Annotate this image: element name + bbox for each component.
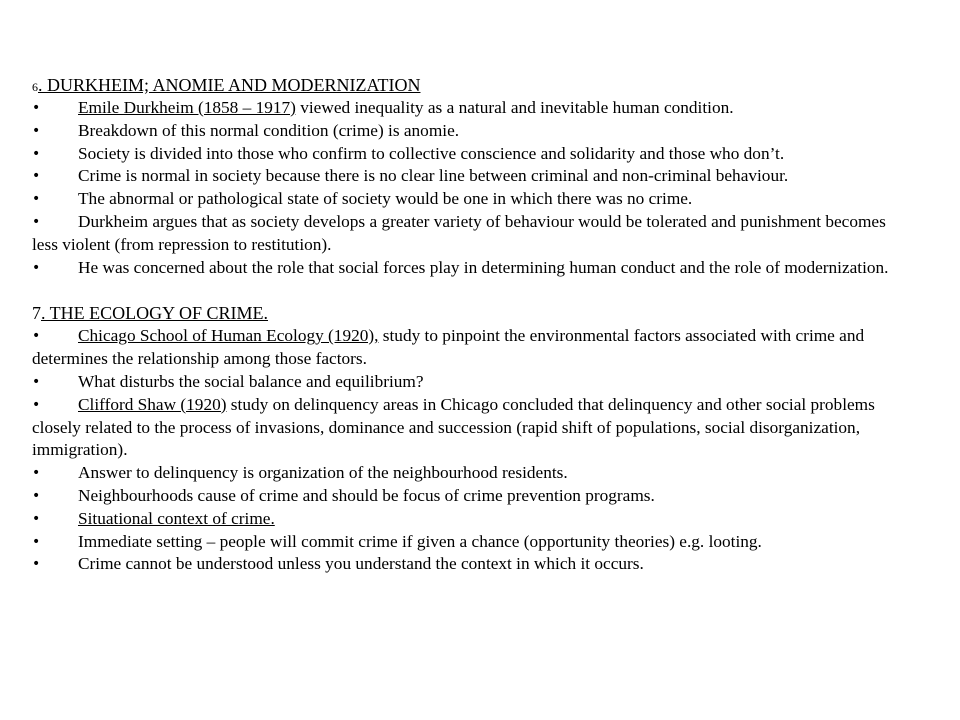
- bullet-icon: •: [32, 213, 41, 230]
- list-item: [32, 508, 912, 531]
- bullet-icon: •: [32, 510, 41, 527]
- section-heading: [32, 302, 912, 325]
- list-item: [32, 257, 912, 280]
- section-number: 7: [32, 303, 41, 324]
- bullet-icon: •: [32, 533, 41, 550]
- underlined-text: Situational context of crime.: [78, 508, 275, 528]
- bullet-icon: •: [32, 100, 41, 116]
- underlined-text: Clifford Shaw (1920): [78, 394, 227, 414]
- section-title: . THE ECOLOGY OF CRIME.: [41, 303, 269, 324]
- bullet-icon: •: [32, 168, 41, 185]
- bullet-icon: •: [32, 373, 41, 390]
- list-item: [32, 531, 912, 554]
- list-item: [32, 371, 912, 394]
- list-item: [32, 211, 912, 257]
- list-item: [32, 462, 912, 485]
- section-durkheim: [32, 74, 912, 279]
- list-item: [32, 120, 912, 143]
- list-item: [32, 143, 912, 166]
- item-text: Immediate setting – people will commit crime if given a chance (opportunity theories) e.g. looting.: [78, 531, 762, 551]
- item-text: study on delinquency areas in Chicago concluded that delinquency and other social problems closely related to the process of invasions, dominance and succession (rapid shift of populations, social disorganization, immigration).: [32, 394, 875, 460]
- list-item: [32, 553, 912, 576]
- item-text: study to pinpoint the environmental factors associated with crime and determines the relationship among those factors.: [32, 326, 865, 369]
- bullet-icon: •: [32, 487, 41, 504]
- item-text: viewed inequality as a natural and inevitable human condition.: [295, 98, 734, 117]
- item-text: Breakdown of this normal condition (crime) is anomie.: [78, 120, 460, 140]
- section-heading: [32, 74, 912, 97]
- item-text: Crime cannot be understood unless you understand the context in which it occurs.: [78, 554, 644, 574]
- item-text: Society is divided into those who confirm to collective conscience and solidarity and those who don’t.: [78, 143, 785, 163]
- list-item: [32, 485, 912, 508]
- section-ecology: [32, 302, 912, 576]
- bullet-icon: •: [32, 396, 41, 413]
- underlined-text: Emile Durkheim (1858 – 1917): [78, 98, 296, 117]
- list-item: [32, 325, 912, 371]
- bullet-icon: •: [32, 556, 41, 573]
- item-text: He was concerned about the role that social forces play in determining human conduct and the role of modernization.: [78, 257, 889, 277]
- section-title: . DURKHEIM; ANOMIE AND MODERNIZATION: [38, 75, 421, 95]
- item-text: The abnormal or pathological state of society would be one in which there was no crime.: [78, 189, 693, 209]
- bullet-icon: •: [32, 259, 41, 276]
- item-text: What disturbs the social balance and equilibrium?: [78, 371, 424, 391]
- section-number: 6: [32, 80, 38, 94]
- bullet-icon: •: [32, 122, 41, 139]
- item-text: Answer to delinquency is organization of the neighbourhood residents.: [78, 463, 568, 483]
- item-text: Crime is normal in society because there is no clear line between criminal and non-criminal behaviour.: [78, 166, 789, 186]
- list-item: [32, 394, 912, 462]
- item-text: Durkheim argues that as society develops a greater variety of behaviour would be tolerated and punishment becomes less violent (from repression to restitution).: [32, 211, 886, 254]
- document-page: [32, 74, 912, 576]
- list-item: [32, 165, 912, 188]
- item-text: Neighbourhoods cause of crime and should be focus of crime prevention programs.: [78, 485, 655, 505]
- underlined-text: Chicago School of Human Ecology (1920),: [78, 326, 379, 346]
- list-item: [32, 97, 912, 120]
- list-item: [32, 188, 912, 211]
- bullet-icon: •: [32, 145, 41, 162]
- bullet-icon: •: [32, 465, 41, 482]
- bullet-icon: •: [32, 191, 41, 208]
- bullet-icon: •: [32, 328, 41, 345]
